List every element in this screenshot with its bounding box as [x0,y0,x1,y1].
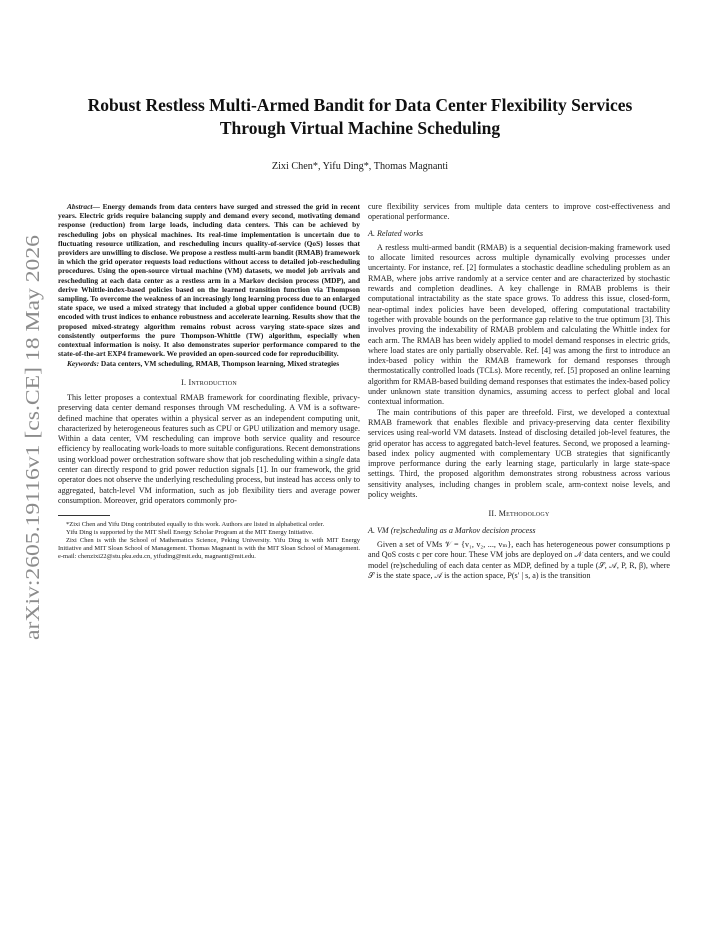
arxiv-identifier: arXiv:2605.19116v1 [cs.CE] 18 May 2026 [22,288,44,640]
title-line-2: Through Virtual Machine Scheduling [219,118,501,138]
emphasis-single: single [325,454,345,464]
keywords [58,359,360,368]
keywords-text: Data centers, VM scheduling, RMAB, Thompson learning, Mixed strategies [100,359,340,369]
related-works-paragraph: A restless multi-armed bandit (RMAB) is a sequential decision-making framework used to allocate limited resources across multiple dynamically evolving processes under uncertainty. For instance, ref. [2] formulates a stochastic deadline scheduling problem as an RMAB, where jobs arrive randomly at a service center and are characterized by stochastic rewards and completion deadlines. A key challenge in RMAB problems is their computational intractability as the state space grows. To address this issue, closed-form, near-optimal index policies have been developed, offering computational tractability together with provable bounds on the performance gap relative to the true optimum [3]. This involves proving the indexability of RMAB problem and calculating the Whittle index for each arm. The RMAB has been widely applied to model demand responses in electric grids, where load states are only partially observable. Ref. [4] was among the first to introduce an index-based policy within the RMAB framework for demand responses through thermostatically controlled loads (TCLs). More recently, ref. [5] proposed an online learning algorithm for RMAB-based building demand responses that estimates the index-based policy under unknown state transition dynamics, assuming access to perfect global and local contextual information. [368,242,670,407]
left-column [58,202,360,561]
footnote-rule [58,515,110,516]
footnote-funding: Yifu Ding is supported by the MIT Shell Energy Scholar Program at the MIT Energy Initiative. [66,529,314,537]
title-line-1: Robust Restless Multi-Armed Bandit for Data Center Flexibility Services [87,95,633,115]
right-column [368,202,670,581]
abstract: Abstract— Energy demands from data centers have surged and stressed the grid in recent years. Electric grids require balancing supply and demand every second, motivating demand response (reduction) from large loads, including data centers. This can be achieved by rescheduling jobs on physical machines. Its real-time implementation is uncertain due to fluctuating resource utilization, and rescheduling incurs quality-of-service (QoS) losses that providers are unwilling to disclose. We propose a restless multi-arm bandit (RMAB) framework in which the grid operator requests load reductions without access to detailed job-rescheduling procedures. Using the open-source virtual machine (VM) datasets, we model job arrivals and rescheduling at each data center as a restless arm in a Markov decision process (MDP), and derive Whittle-index-based policies based on the learned transition function via Thompson sampling. To overcome the weakness of an increasingly long learning process due to an enlarged state space, we used a mixed strategy that included a global upper confidence bound (UCB) encoded with trust indices to enhance robustness and accelerate learning. Results show that the proposed mixed-strategy algorithm remains robust across varying state-space sizes and consistently outperforms the pure Thompson-Whittle (TW) algorithm, especially when contextual information is noisy. It also demonstrates superior performance compared to the state-of-the-art EXP4 framework. We provided an open-sourced code for reproducibility. [58,202,361,359]
footnote-equal-contribution: *Zixi Chen and Yifu Ding contributed equally to this work. Authors are listed in alphabetical order. [66,521,325,529]
arxiv-sidebar [17,230,47,650]
section-heading-introduction: I. Introduction [181,377,237,387]
intro-paragraph: This letter proposes a contextual RMAB framework for coordinating flexible, privacy-preserving data center demand responses through VM rescheduling. A VM is a software-defined machine that operates within a physical server as an independent computing unit, characterized by heterogeneous features such as CPU or GPU utilization and memory usage. Within a data center, VM rescheduling can improve both service quality and resource efficiency by reallocating work-loads to more suitable configurations. Recent demonstrations using workload power orchestration software show that job rescheduling within a single data center can directly respond to grid power reduction signals [1]. In our framework, the grid operator does not observe the underlying rescheduling process, but instead has access only to aggregated, batch-level VM information, such as job flexibility tiers and average power consumption. Moreover, grid operators commonly pro- [58,392,360,505]
author-list: Zixi Chen*, Yifu Ding*, Thomas Magnanti [271,161,449,172]
contributions-paragraph: The main contributions of this paper are threefold. First, we developed a contextual RMAB framework that enables flexible and privacy-preserving data center flexibility services using real-world VM datasets. Instead of disclosing detailed job-level features, the grid operator has access to aggregated batch-level features. Second, we proposed a learning-based index policy augmented with complementary UCB strategies that significantly improve performance during the early learning stage, particularly in large state-space settings. Third, the proposed algorithm demonstrates strong robustness across various sensitivity analyses, including changes in problem scale, arm-context noise levels, and policy weights. [368,407,670,500]
paper-title [40,94,680,140]
abstract-text: Energy demands from data centers have surged and stressed the grid in recent years. Electric grids require balancing supply and demand every second, motivating demand response (reduction) from large loads, including data centers. This can be achieved by rescheduling jobs on physical machines. Its real-time implementation is uncertain due to fluctuating resource utilization, and rescheduling incurs quality-of-service (QoS) losses that providers are unwilling to disclose. We propose a restless multi-arm bandit (RMAB) framework in which the grid operator requests load reductions without access to detailed job-rescheduling procedures. Using the open-source virtual machine (VM) datasets, we model job arrivals and rescheduling at each data center as a restless arm in a Markov decision process (MDP), and derive Whittle-index-based policies based on the learned transition function via Thompson sampling. To overcome the weakness of an increasingly long learning process due to an enlarged state space, we used a mixed strategy that included a global upper confidence bound (UCB) encoded with trust indices to enhance robustness and accelerate learning. Results show that the proposed mixed-strategy algorithm remains robust across varying state-space sizes and consistently outperforms the pure Thompson-Whittle (TW) algorithm, especially when contextual information is noisy. It also demonstrates superior performance compared to the state-of-the-art EXP4 framework. We provided an open-sourced code for reproducibility. [58,202,361,359]
keywords-label: Keywords: [67,359,100,369]
subsection-heading-related-works: A. Related works [368,228,424,238]
footnote-affiliations: Zixi Chen is with the School of Mathematics Science, Peking University. Yifu Ding is with MIT Energy Initiative and MIT Sloan School of Management. Thomas Magnanti is with the MIT Sloan School of Management. e-mail: chenzixi22@stu.pku.edu.cn, yifuding@mit.edu, magnanti@mit.edu. [58,537,360,561]
abstract-label: Abstract [67,202,93,211]
methodology-paragraph: Given a set of VMs 𝒱 = {v₁, v₂, ..., vₘ}, each has heterogeneous power consumptions p and QoS costs c per core hour. These VM jobs are deployed on 𝒩 data centers, and we could model (re)scheduling of each data center as MDP, defined by a tuple (𝒮, 𝒜, P, R, β), where 𝒮 is the state space, 𝒜 is the action space, P(s′ | s, a) is the transition [368,539,670,580]
intro-paragraph-continued: cure flexibility services from multiple data centers to improve cost-effectiveness and operational performance. [368,202,670,222]
subsection-heading-mdp: A. VM (re)scheduling as a Markov decision process [368,525,536,535]
section-heading-methodology: II. Methodology [488,509,550,519]
